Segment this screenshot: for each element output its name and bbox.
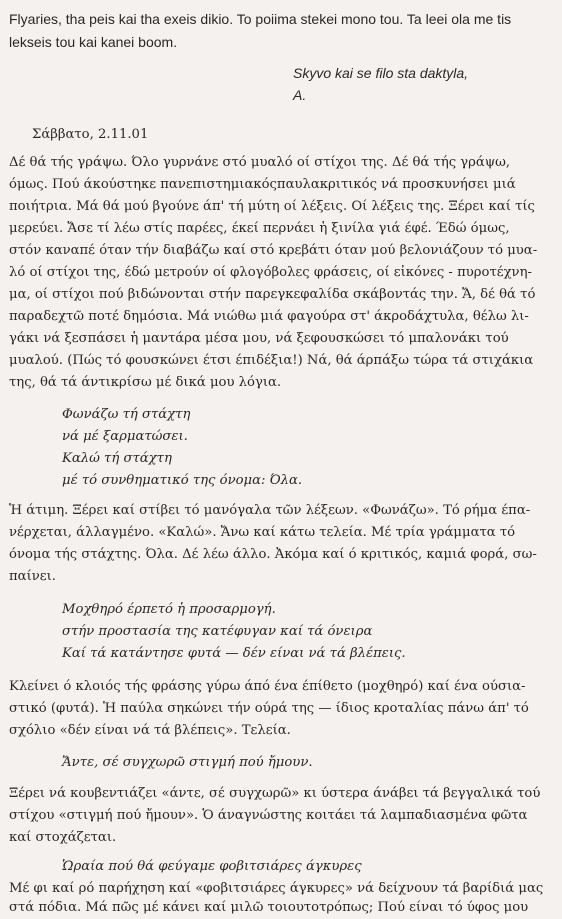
paragraph-line: στόν καναπέ όταν τήν διαβάζω καί στό κρεβάτι όταν μού βελονιάζουν τό μυα- [9, 243, 538, 258]
signature-initial: A. [293, 87, 307, 103]
paragraph-line: Δέ θά τής γράψω. Όλο γυρνάνε στό μυαλό οί στίχοι της. Δέ θά τής γράψω, [9, 155, 511, 170]
poem-line: μέ τό συνθηματικό της όνομα: Όλα. [62, 473, 303, 488]
poem-line: Μοχθηρό έρπετό ἡ προσαρμογή. [62, 602, 276, 617]
poem-line: Φωνάζω τή στάχτη [62, 407, 191, 422]
paragraph-line: λό οί στίχοι της, έδώ μετρούν οί φλογόβολες φράσεις, οί εἰκόνες - πυροτέχνη- [9, 265, 532, 280]
paragraph-line: όνομα τής στάχτης. Όλα. Δέ λέω άλλο. Ἀκόμα καί ό κριτικός, καμιά φορά, σω- [9, 547, 537, 562]
signature-line: Skyvo kai se filo sta daktyla, [293, 65, 469, 81]
paragraph-line: Μέ φι καί ρό παρήχηση καί «φοβιτσιάρες άγκυρες» νά δείχνουν τά βαρίδιά μας [9, 881, 544, 896]
paragraph-line: στά πόδια. Μά πῶς μέ κάνει καί μιλῶ τοιουτοτρόπως; Πού είναι τό ύφος μου [9, 900, 529, 915]
poem-line: Ὡραία πού θά φεύγαμε φοβιτσιάρες άγκυρες [62, 859, 362, 874]
paragraph-line: μερεύει. Ἄσε τί λέω στίς παρέες, έκεί περνάει ἡ ξινίλα γιά έφέ. Έδώ όμως, [9, 221, 510, 236]
paragraph-line: Ξέρει νά κουβεντιάζει «άντε, σέ συγχωρῶ» κι ύστερα άνάβει τά βεγγαλικά τού [9, 786, 541, 801]
paragraph-line: όμως. Πού άκούστηκε πανεπιστημιακόςπαυλακριτικός νά προσκυνήσει μιά [9, 177, 516, 192]
paragraph-line: σχόλιο «δέν είναι νά τά βλέπεις». Τελεία. [9, 723, 291, 738]
paragraph-line: μυαλού. (Πώς τό φουσκώνει έτσι έπιδέξια!) Νά, θά άρπάξω τώρα τά στιχάκια [9, 353, 534, 368]
poem-line: στήν προστασία της κατέφυγαν καί τά όνειρα [62, 624, 373, 639]
paragraph-line: παίνει. [9, 569, 56, 584]
poem-line: νά μέ ξαρματώσει. [62, 429, 188, 444]
intro-line: lekseis tou kai kanei boom. [9, 34, 178, 50]
paragraph-line: ποιήτρια. Μά θά μού βγούνε άπ' τή μύτη οί λέξεις. Οί λέξεις της. Ξέρει καί τίς [9, 199, 535, 214]
paragraph-line: παραδεχτῶ ποτέ δημόσια. Μά νιώθω μιά φαγούρα στ' άκροδάχτυλα, θέλω λι- [9, 309, 529, 324]
paragraph-line: μα, οί στίχοι πού βιδώνονται στήν παρεγκεφαλίδα σκάβοντάς την. Ἄ, δέ θά τό [9, 287, 536, 302]
poem-line: Καί τά κατάντησε φυτά — δέν είναι νά τά βλέπεις. [62, 646, 406, 661]
paragraph-line: στίχου «στιγμή πού ἤμουν». Ὁ άναγνώστης κοιτάει τά λαμπαδιασμένα φῶτα [9, 808, 528, 823]
paragraph-line: νέρχεται, άλλαγμένο. «Καλώ». Ἄνω καί κάτω τελεία. Μέ τρία γράμματα τό [9, 525, 516, 540]
paragraph-line: Ἡ άτιμη. Ξέρει καί στίβει τό μανόγαλα τῶν λέξεων. «Φωνάζω». Τό ρήμα έπα- [9, 503, 531, 518]
paragraph-line: στικό (φυτά). Ἡ παύλα σηκώνει τήν ούρά της — ίδιος κροταλίας πάνω άπ' τό [9, 701, 529, 716]
entry-date: Σάββατο, 2.11.01 [32, 127, 149, 142]
paragraph-line: καί στοχάζεται. [9, 830, 117, 845]
paragraph-line: της, θά τά άντικρίσω μέ δικά μου λόγια. [9, 375, 282, 390]
poem-line: Ἄντε, σέ συγχωρῶ στιγμή πού ἤμουν. [62, 755, 313, 770]
intro-line: Flyaries, tha peis kai tha exeis dikio. To poiima stekei mono tou. Ta leei ola me tis [9, 11, 512, 27]
paragraph-line: γάκι νά ξεσπάσει ἡ μαντάρα μέσα μου, νά ξεφουσκώσει τό μπαλονάκι τού [9, 331, 509, 346]
poem-line: Καλώ τή στάχτη [62, 451, 172, 466]
paragraph-line: Κλείνει ό κλοιός τής φράσης γύρω άπό ένα έπίθετο (μοχθηρό) καί ένα ούσια- [9, 679, 526, 694]
